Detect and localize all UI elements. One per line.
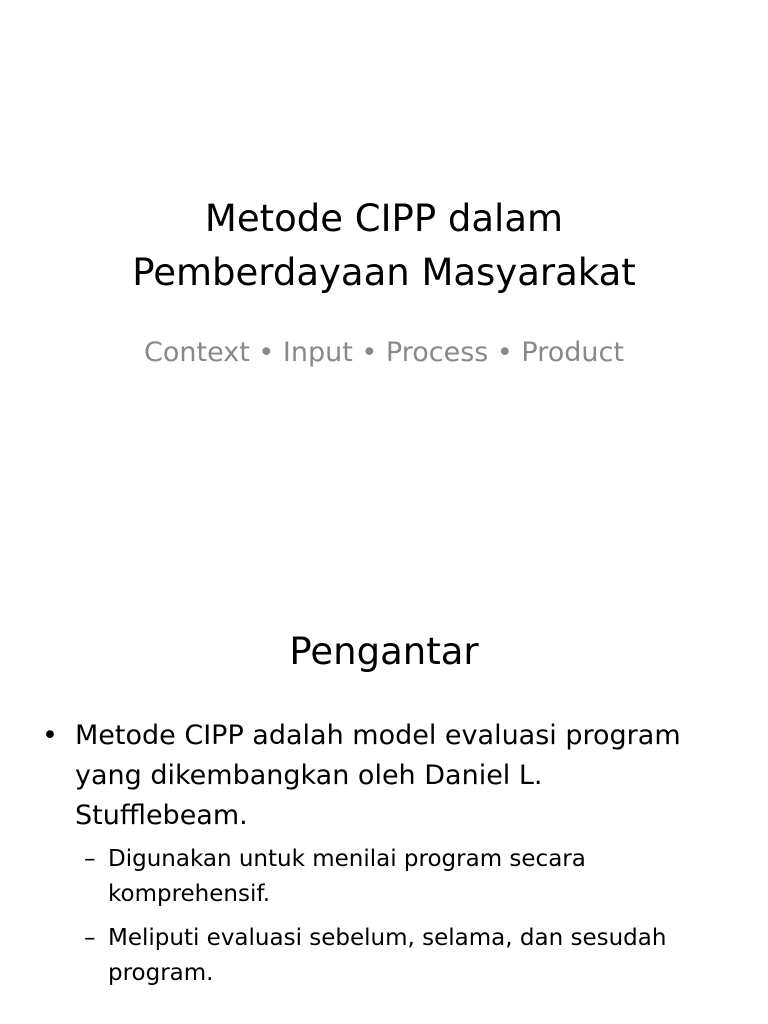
sub-bullet-text: Meliputi evaluasi sebelum, selama, dan sesudah program. — [108, 925, 667, 986]
slide-heading: Pengantar — [289, 630, 479, 673]
slide-subtitle: Context • Input • Process • Product — [144, 337, 624, 368]
slide-title — [0, 192, 768, 300]
bullet-list — [40, 716, 720, 1000]
slide-title-line-2: Pemberdayaan Masyarakat — [132, 251, 636, 294]
sub-bullet-item — [84, 921, 720, 991]
bullet-text: Metode CIPP adalah model evaluasi program yang dikembangkan oleh Daniel L. Stufflebeam. — [75, 720, 681, 831]
sub-bullet-item — [84, 842, 720, 912]
sub-bullet-marker: – — [84, 925, 96, 951]
sub-bullet-text: Digunakan untuk menilai program secara komprehensif. — [108, 846, 586, 907]
sub-bullet-marker: – — [84, 846, 96, 872]
sub-bullet-list — [40, 842, 720, 991]
bullet-marker: • — [42, 720, 58, 751]
slide-title-line-1: Metode CIPP dalam — [204, 197, 564, 240]
bullet-item — [40, 716, 720, 836]
content-slide — [0, 512, 768, 1024]
